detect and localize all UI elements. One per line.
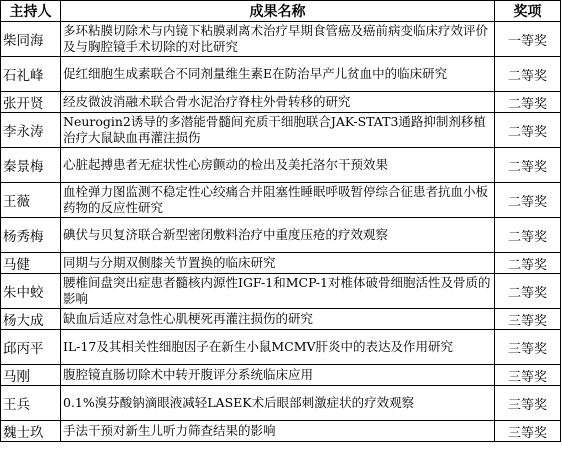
header-title: 成果名称	[61, 1, 495, 22]
title-cell: 缺血后适应对急性心肌梗死再灌注损伤的研究	[61, 309, 495, 330]
host-cell: 王兵	[1, 386, 61, 421]
header-award: 奖项	[495, 1, 561, 22]
header-row	[1, 1, 561, 22]
title-cell: 促红细胞生成素联合不同剂量维生素E在防治早产儿贫血中的临床研究	[61, 57, 495, 92]
host-cell: 邱丙平	[1, 330, 61, 365]
award-cell: 三等奖	[495, 421, 561, 442]
table-row	[1, 421, 561, 442]
table-row	[1, 148, 561, 183]
title-cell: 经皮微波消融术联合骨水泥治疗脊柱外骨转移的研究	[61, 92, 495, 113]
table-row	[1, 253, 561, 274]
host-cell: 秦景梅	[1, 148, 61, 183]
host-cell: 马刚	[1, 365, 61, 386]
host-cell: 李永涛	[1, 113, 61, 148]
table-row	[1, 183, 561, 218]
table-row	[1, 22, 561, 57]
title-cell: 手法干预对新生儿听力筛查结果的影响	[61, 421, 495, 442]
table-row	[1, 274, 561, 309]
host-cell: 张开贤	[1, 92, 61, 113]
host-cell: 杨秀梅	[1, 218, 61, 253]
title-cell: 心脏起搏患者无症状性心房颤动的检出及美托洛尔干预效果	[61, 148, 495, 183]
award-cell: 三等奖	[495, 309, 561, 330]
table-row	[1, 218, 561, 253]
title-cell: 多环粘膜切除术与内镜下粘膜剥离术治疗早期食管癌及癌前病变临床疗效评价及与胸腔镜手术切除的对比研究	[61, 22, 495, 57]
table-row	[1, 365, 561, 386]
award-cell: 二等奖	[495, 274, 561, 309]
award-cell: 三等奖	[495, 386, 561, 421]
host-cell: 杨大成	[1, 309, 61, 330]
award-cell: 二等奖	[495, 57, 561, 92]
title-cell: 腰椎间盘突出症患者髓核内源性IGF-1和MCP-1对椎体破骨细胞活性及骨质的影响	[61, 274, 495, 309]
title-cell: 0.1%溴芬酸钠滴眼液减轻LASEK术后眼部刺激症状的疗效观察	[61, 386, 495, 421]
table-row	[1, 113, 561, 148]
title-cell: 血栓弹力图监测不稳定性心绞痛合并阻塞性睡眠呼吸暂停综合征患者抗血小板药物的反应性研究	[61, 183, 495, 218]
table-row	[1, 92, 561, 113]
award-cell: 一等奖	[495, 22, 561, 57]
award-cell: 二等奖	[495, 183, 561, 218]
header-host: 主持人	[1, 1, 61, 22]
host-cell: 王薇	[1, 183, 61, 218]
award-cell: 二等奖	[495, 113, 561, 148]
title-cell: IL-17及其相关性细胞因子在新生小鼠MCMV肝炎中的表达及作用研究	[61, 330, 495, 365]
table-row	[1, 309, 561, 330]
host-cell: 朱中蛟	[1, 274, 61, 309]
host-cell: 魏士玖	[1, 421, 61, 442]
table-row	[1, 330, 561, 365]
title-cell: Neurogin2诱导的多潜能骨髓间充质干细胞联合JAK-STAT3通路抑制剂移植治疗大鼠缺血再灌注损伤	[61, 113, 495, 148]
host-cell: 马健	[1, 253, 61, 274]
award-cell: 二等奖	[495, 148, 561, 183]
award-cell: 二等奖	[495, 253, 561, 274]
award-cell: 三等奖	[495, 330, 561, 365]
table-row	[1, 386, 561, 421]
title-cell: 腹腔镜直肠切除术中转开腹评分系统临床应用	[61, 365, 495, 386]
award-cell: 二等奖	[495, 92, 561, 113]
table-row	[1, 57, 561, 92]
host-cell: 柴同海	[1, 22, 61, 57]
title-cell: 碘伏与贝复济联合新型密闭敷料治疗中重度压疮的疗效观察	[61, 218, 495, 253]
title-cell: 同期与分期双侧膝关节置换的临床研究	[61, 253, 495, 274]
award-cell: 二等奖	[495, 218, 561, 253]
award-cell: 三等奖	[495, 365, 561, 386]
host-cell: 石礼峰	[1, 57, 61, 92]
